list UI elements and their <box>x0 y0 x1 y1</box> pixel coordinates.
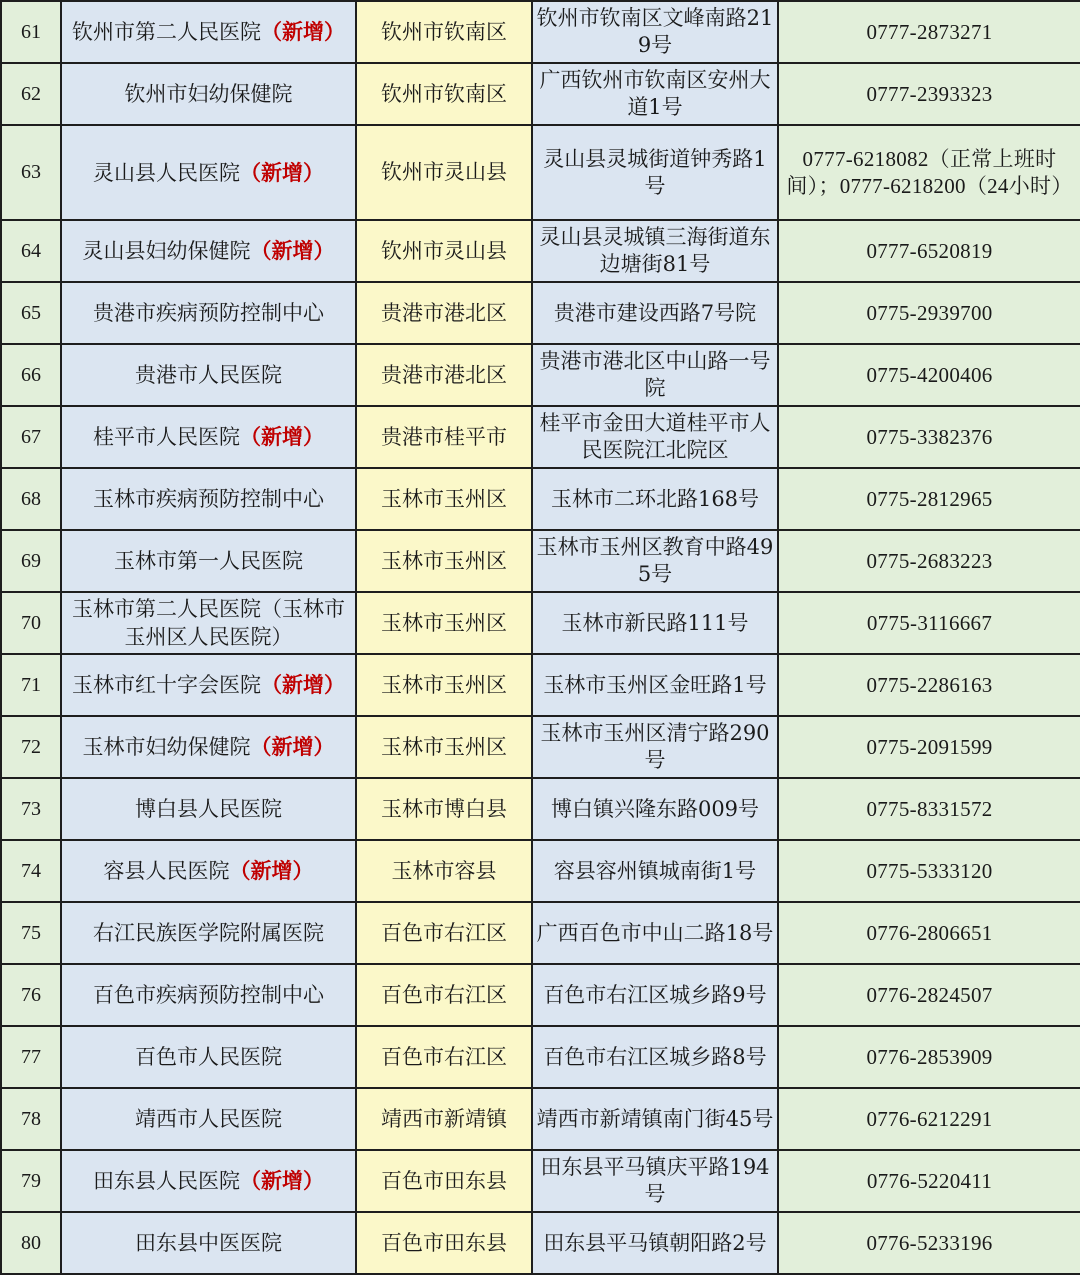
address: 玉林市玉州区清宁路290号 <box>540 721 770 772</box>
area-cell <box>356 964 532 1026</box>
table-row <box>1 1026 1080 1088</box>
area-name: 玉林市玉州区 <box>381 548 507 573</box>
address-cell <box>532 654 778 716</box>
address: 桂平市金田大道桂平市人民医院江北院区 <box>539 411 771 462</box>
address: 贵港市港北区中山路一号院 <box>539 349 771 400</box>
phone-number: 0775-4200406 <box>866 362 993 387</box>
row-number: 78 <box>1 1088 61 1150</box>
row-number: 80 <box>1 1212 61 1274</box>
area-name: 百色市右江区 <box>381 982 507 1007</box>
row-number: 75 <box>1 902 61 964</box>
area-cell <box>356 1026 532 1088</box>
phone-cell <box>778 902 1080 964</box>
hospital-name: 灵山县人民医院 <box>93 160 240 185</box>
phone-cell <box>778 1 1080 63</box>
address-cell <box>532 344 778 406</box>
table-row <box>1 344 1080 406</box>
phone-cell <box>778 964 1080 1026</box>
area-cell <box>356 63 532 125</box>
new-tag: （新增） <box>250 734 335 759</box>
hospital-name-cell <box>61 1026 356 1088</box>
phone-number: 0777-6520819 <box>866 238 993 263</box>
phone-number: 0776-6212291 <box>866 1106 993 1131</box>
area-cell <box>356 125 532 220</box>
hospital-name-cell <box>61 654 356 716</box>
hospital-name: 玉林市妇幼保健院 <box>82 735 251 759</box>
row-number: 67 <box>1 406 61 468</box>
area-name: 贵港市桂平市 <box>381 424 507 449</box>
address: 钦州市钦南区文峰南路219号 <box>536 6 774 57</box>
row-number: 73 <box>1 778 61 840</box>
area-cell <box>356 344 532 406</box>
area-name: 靖西市新靖镇 <box>381 1106 507 1131</box>
table-row <box>1 840 1080 902</box>
area-name: 玉林市容县 <box>391 858 497 883</box>
hospital-name: 玉林市第二人民医院（玉林市玉州区人民医院） <box>72 596 345 649</box>
table-row <box>1 592 1080 654</box>
row-number: 63 <box>1 125 61 220</box>
hospital-name: 田东县人民医院 <box>93 1169 240 1193</box>
area-cell <box>356 840 532 902</box>
table-row <box>1 716 1080 778</box>
address-cell <box>532 592 778 654</box>
row-number: 61 <box>1 1 61 63</box>
area-cell <box>356 468 532 530</box>
phone-number: 0776-2853909 <box>866 1044 993 1069</box>
address-cell <box>532 716 778 778</box>
table-row <box>1 1088 1080 1150</box>
phone-cell <box>778 282 1080 344</box>
new-tag: （新增） <box>250 238 335 263</box>
area-cell <box>356 902 532 964</box>
area-cell <box>356 778 532 840</box>
phone-cell <box>778 716 1080 778</box>
area-name: 玉林市博白县 <box>381 796 507 821</box>
hospital-name-cell <box>61 964 356 1026</box>
table-row <box>1 1 1080 63</box>
phone-cell <box>778 220 1080 282</box>
hospital-name-cell <box>61 63 356 125</box>
phone-cell <box>778 778 1080 840</box>
phone-number: 0775-2683223 <box>866 548 993 573</box>
phone-number: 0775-5333120 <box>866 858 993 883</box>
area-name: 贵港市港北区 <box>381 362 507 387</box>
address: 博白镇兴隆东路009号 <box>550 796 760 821</box>
table-row <box>1 1150 1080 1212</box>
phone-number: 0776-2806651 <box>866 920 993 945</box>
phone-number: 0777-2873271 <box>866 19 993 44</box>
area-cell <box>356 1212 532 1274</box>
hospital-name-cell <box>61 592 356 654</box>
phone-number: 0775-8331572 <box>866 796 993 821</box>
area-name: 百色市田东县 <box>381 1230 507 1255</box>
phone-cell <box>778 530 1080 592</box>
row-number: 79 <box>1 1150 61 1212</box>
area-name: 玉林市玉州区 <box>381 672 507 697</box>
area-name: 玉林市玉州区 <box>381 486 507 511</box>
hospital-name-cell <box>61 1150 356 1212</box>
area-cell <box>356 716 532 778</box>
table-row <box>1 282 1080 344</box>
hospital-name: 百色市疾病预防控制中心 <box>93 983 324 1007</box>
hospital-name: 钦州市第二人民医院 <box>72 20 261 44</box>
table-row <box>1 530 1080 592</box>
phone-number: 0775-3116667 <box>866 610 993 635</box>
address-cell <box>532 125 778 220</box>
area-name: 百色市田东县 <box>381 1168 507 1193</box>
phone-number: 0777-2393323 <box>866 81 993 106</box>
table-row <box>1 654 1080 716</box>
hospital-name: 玉林市第一人民医院 <box>114 549 303 573</box>
phone-number: 0775-2091599 <box>866 734 993 759</box>
hospital-name: 右江民族医学院附属医院 <box>93 921 324 945</box>
hospital-name: 钦州市妇幼保健院 <box>124 82 293 106</box>
new-tag: （新增） <box>240 424 324 449</box>
row-number: 74 <box>1 840 61 902</box>
phone-cell <box>778 1212 1080 1274</box>
address: 百色市右江区城乡路8号 <box>543 1044 767 1069</box>
address: 灵山县灵城街道钟秀路1号 <box>543 146 767 198</box>
phone-number: 0776-5220411 <box>866 1168 993 1193</box>
phone-number: 0775-3382376 <box>866 424 993 449</box>
area-name: 百色市右江区 <box>381 1044 507 1069</box>
row-number: 69 <box>1 530 61 592</box>
hospital-name: 百色市人民医院 <box>135 1045 282 1069</box>
area-name: 贵港市港北区 <box>381 300 507 325</box>
hospital-name-cell <box>61 468 356 530</box>
address-cell <box>532 902 778 964</box>
area-cell <box>356 1 532 63</box>
address-cell <box>532 1212 778 1274</box>
hospital-name-cell <box>61 1088 356 1150</box>
hospital-name: 田东县中医医院 <box>135 1231 282 1255</box>
hospital-name-cell <box>61 778 356 840</box>
area-cell <box>356 654 532 716</box>
address: 百色市右江区城乡路9号 <box>543 982 767 1007</box>
hospital-name: 桂平市人民医院 <box>93 425 240 449</box>
table-row <box>1 964 1080 1026</box>
address: 田东县平马镇朝阳路2号 <box>543 1230 767 1255</box>
table-row <box>1 778 1080 840</box>
address-cell <box>532 63 778 125</box>
address: 田东县平马镇庆平路194号 <box>540 1155 770 1206</box>
phone-cell <box>778 125 1080 220</box>
phone-number: 0776-5233196 <box>866 1230 993 1255</box>
hospital-name: 容县人民医院 <box>103 859 230 883</box>
hospital-name: 贵港市人民医院 <box>135 363 282 387</box>
address-cell <box>532 406 778 468</box>
row-number: 71 <box>1 654 61 716</box>
row-number: 65 <box>1 282 61 344</box>
new-tag: （新增） <box>261 19 345 44</box>
phone-cell <box>778 406 1080 468</box>
table-row <box>1 468 1080 530</box>
new-tag: （新增） <box>240 159 324 185</box>
address-cell <box>532 1088 778 1150</box>
phone-cell <box>778 63 1080 125</box>
table-row <box>1 63 1080 125</box>
hospital-name: 玉林市红十字会医院 <box>72 673 261 697</box>
area-name: 百色市右江区 <box>381 920 507 945</box>
address-cell <box>532 840 778 902</box>
address: 靖西市新靖镇南门街45号 <box>536 1106 774 1131</box>
address: 广西钦州市钦南区安州大道1号 <box>539 68 771 119</box>
hospital-name: 玉林市疾病预防控制中心 <box>93 487 324 511</box>
address: 广西百色市中山二路18号 <box>536 920 774 945</box>
area-cell <box>356 1088 532 1150</box>
hospital-name-cell <box>61 406 356 468</box>
phone-number: 0777-6218082（正常上班时间）；0777-6218200（24小时） <box>786 146 1073 198</box>
area-name: 钦州市钦南区 <box>381 81 507 106</box>
hospital-name-cell <box>61 282 356 344</box>
address-cell <box>532 1150 778 1212</box>
hospital-name: 贵港市疾病预防控制中心 <box>93 301 324 325</box>
address-cell <box>532 282 778 344</box>
hospital-name: 靖西市人民医院 <box>135 1107 282 1131</box>
area-cell <box>356 220 532 282</box>
phone-cell <box>778 468 1080 530</box>
phone-number: 0776-2824507 <box>866 982 993 1007</box>
row-number: 66 <box>1 344 61 406</box>
hospital-name-cell <box>61 902 356 964</box>
area-name: 钦州市钦南区 <box>381 19 507 44</box>
hospital-name-cell <box>61 840 356 902</box>
table-row <box>1 902 1080 964</box>
area-name: 钦州市灵山县 <box>381 238 507 263</box>
row-number: 72 <box>1 716 61 778</box>
row-number: 77 <box>1 1026 61 1088</box>
table-row <box>1 1212 1080 1274</box>
address: 玉林市玉州区教育中路495号 <box>536 535 774 586</box>
phone-cell <box>778 1150 1080 1212</box>
table-row <box>1 406 1080 468</box>
hospital-name-cell <box>61 1 356 63</box>
hospital-name-cell <box>61 344 356 406</box>
row-number: 62 <box>1 63 61 125</box>
address-cell <box>532 964 778 1026</box>
address: 玉林市二环北路168号 <box>550 486 760 511</box>
hospital-name: 灵山县妇幼保健院 <box>82 239 251 263</box>
area-name: 玉林市玉州区 <box>381 734 507 759</box>
address-cell <box>532 468 778 530</box>
area-cell <box>356 592 532 654</box>
phone-cell <box>778 592 1080 654</box>
row-number: 76 <box>1 964 61 1026</box>
address-cell <box>532 1026 778 1088</box>
address-cell <box>532 220 778 282</box>
address: 玉林市玉州区金旺路1号 <box>543 672 767 697</box>
table-row <box>1 125 1080 220</box>
address: 容县容州镇城南街1号 <box>553 858 757 883</box>
address: 灵山县灵城镇三海街道东边塘街81号 <box>539 225 771 276</box>
address: 玉林市新民路111号 <box>561 610 749 635</box>
phone-cell <box>778 344 1080 406</box>
hospital-name-cell <box>61 220 356 282</box>
area-cell <box>356 530 532 592</box>
phone-number: 0775-2812965 <box>866 486 993 511</box>
address-cell <box>532 1 778 63</box>
hospital-name-cell <box>61 716 356 778</box>
row-number: 64 <box>1 220 61 282</box>
phone-cell <box>778 654 1080 716</box>
new-tag: （新增） <box>261 672 345 697</box>
new-tag: （新增） <box>229 858 314 883</box>
area-cell <box>356 1150 532 1212</box>
phone-number: 0775-2286163 <box>866 672 993 697</box>
table-row <box>1 220 1080 282</box>
hospital-name: 博白县人民医院 <box>135 797 282 821</box>
phone-cell <box>778 1026 1080 1088</box>
address: 贵港市建设西路7号院 <box>553 300 757 325</box>
phone-number: 0775-2939700 <box>866 300 993 325</box>
row-number: 70 <box>1 592 61 654</box>
table-body <box>1 1 1080 1274</box>
area-cell <box>356 406 532 468</box>
address-cell <box>532 778 778 840</box>
hospital-name-cell <box>61 1212 356 1274</box>
phone-cell <box>778 1088 1080 1150</box>
phone-cell <box>778 840 1080 902</box>
hospital-name-cell <box>61 530 356 592</box>
area-cell <box>356 282 532 344</box>
row-number: 68 <box>1 468 61 530</box>
hospital-name-cell <box>61 125 356 220</box>
new-tag: （新增） <box>240 1168 324 1193</box>
area-name: 玉林市玉州区 <box>381 610 507 635</box>
address-cell <box>532 530 778 592</box>
area-name: 钦州市灵山县 <box>381 160 507 184</box>
